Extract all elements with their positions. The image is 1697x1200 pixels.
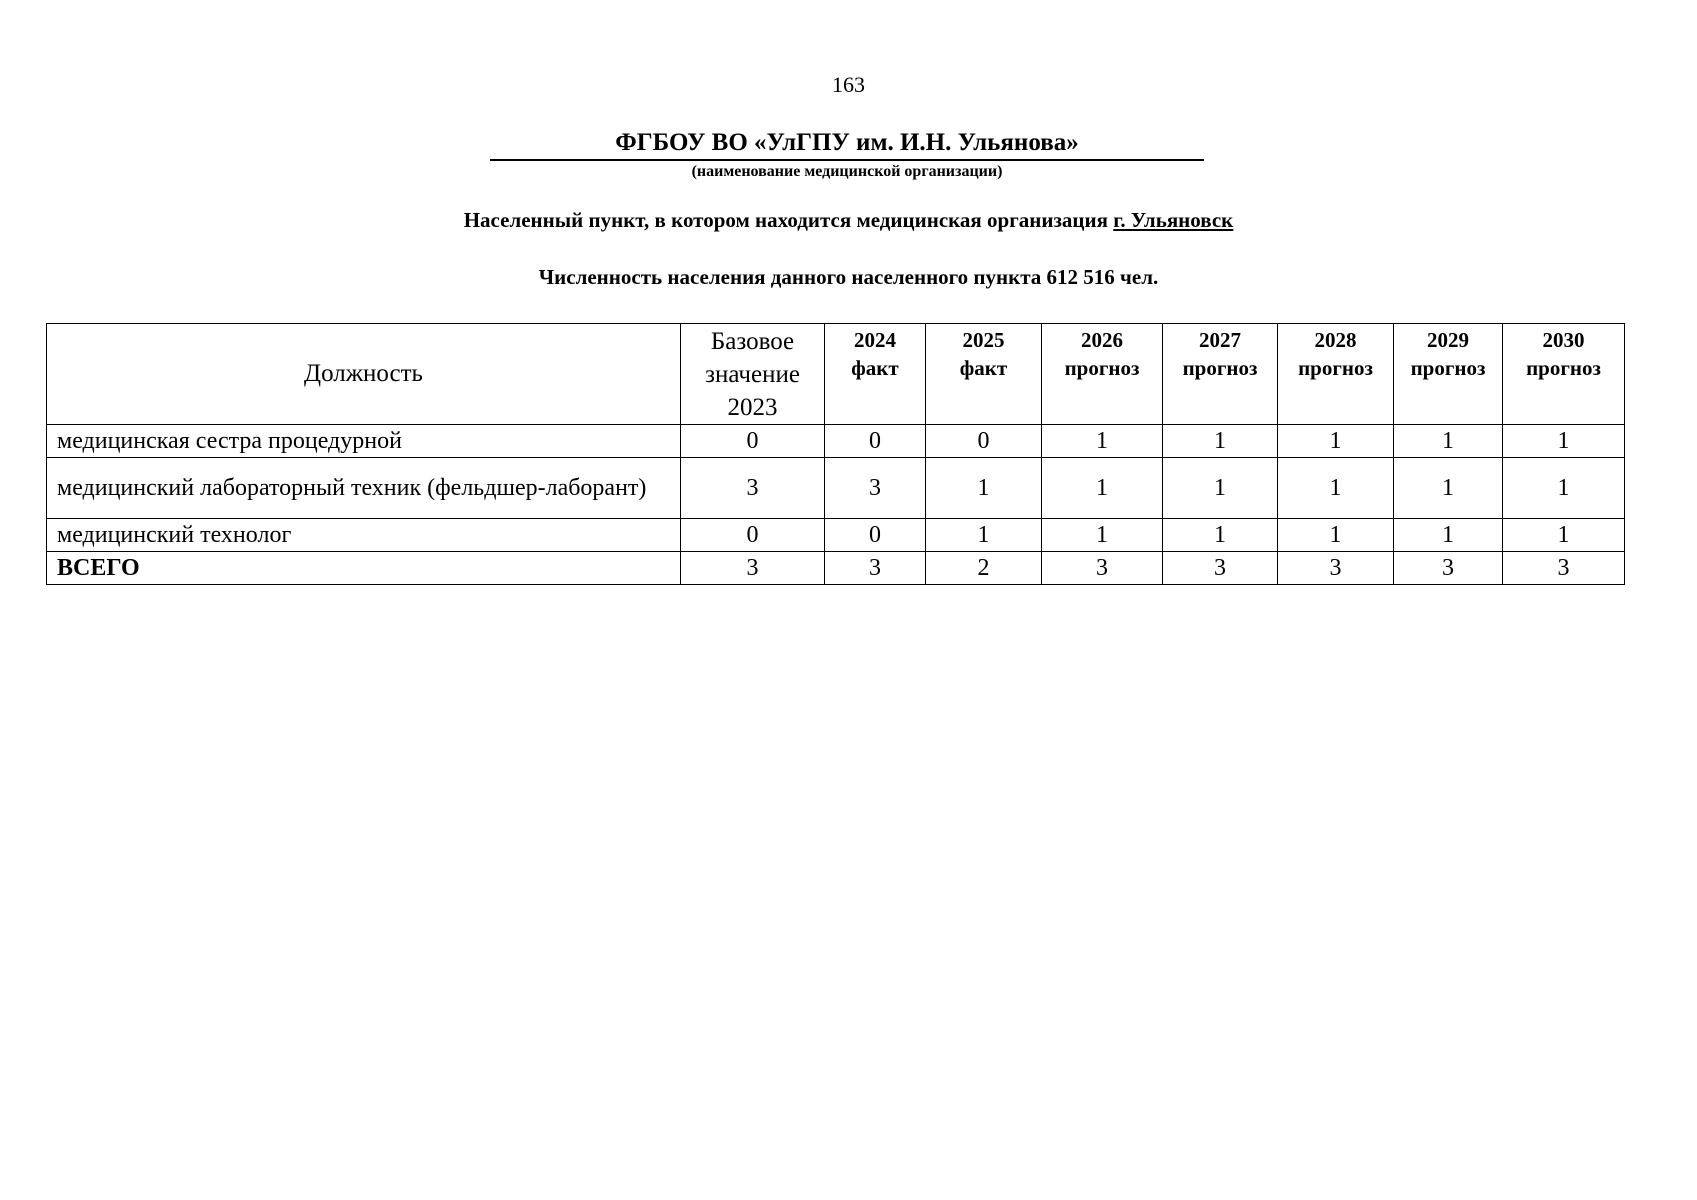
cell-2029: 3 xyxy=(1394,552,1503,585)
cell-2026: 1 xyxy=(1042,458,1163,519)
cell-2026: 1 xyxy=(1042,519,1163,552)
row-position: ВСЕГО xyxy=(47,552,681,585)
table-header-row xyxy=(47,324,1625,425)
organization-block xyxy=(490,128,1204,182)
settlement-label: Населенный пункт, в котором находится медицинская организация xyxy=(463,208,1108,232)
cell-2029: 1 xyxy=(1394,519,1503,552)
table-row xyxy=(47,458,1625,519)
staff-table xyxy=(46,323,1625,585)
organization-name: ФГБОУ ВО «УлГПУ им. И.Н. Ульянова» xyxy=(490,128,1204,161)
cell-2025: 2 xyxy=(926,552,1042,585)
cell-2024: 0 xyxy=(825,425,926,458)
cell-base: 3 xyxy=(681,458,825,519)
table-row xyxy=(47,425,1625,458)
header-2029: 2029 прогноз xyxy=(1394,324,1503,425)
cell-2028: 1 xyxy=(1278,425,1394,458)
header-2026: 2026 прогноз xyxy=(1042,324,1163,425)
cell-2028: 3 xyxy=(1278,552,1394,585)
cell-base: 0 xyxy=(681,425,825,458)
population-line: Численность населения данного населенного пункта 612 516 чел. xyxy=(538,265,1159,289)
table-row xyxy=(47,519,1625,552)
header-2025: 2025 факт xyxy=(926,324,1042,425)
page-number: 163 xyxy=(832,72,865,97)
header-2024: 2024 факт xyxy=(825,324,926,425)
cell-2028: 1 xyxy=(1278,519,1394,552)
table-row-total xyxy=(47,552,1625,585)
cell-2025: 1 xyxy=(926,458,1042,519)
cell-2027: 1 xyxy=(1163,519,1278,552)
row-position: медицинский технолог xyxy=(47,519,681,552)
row-position: медицинский лабораторный техник (фельдшер-лаборант) xyxy=(47,458,681,519)
cell-2030: 1 xyxy=(1503,458,1625,519)
organization-caption: (наименование медицинской организации) xyxy=(691,163,1003,180)
cell-2024: 3 xyxy=(825,458,926,519)
header-2030: 2030 прогноз xyxy=(1503,324,1625,425)
cell-2028: 1 xyxy=(1278,458,1394,519)
cell-2029: 1 xyxy=(1394,425,1503,458)
header-position: Должность xyxy=(47,324,681,425)
cell-2030: 1 xyxy=(1503,425,1625,458)
header-base-2023: Базовое значение 2023 xyxy=(681,324,825,425)
header-2028: 2028 прогноз xyxy=(1278,324,1394,425)
cell-2027: 1 xyxy=(1163,458,1278,519)
cell-2024: 3 xyxy=(825,552,926,585)
header-2027: 2027 прогноз xyxy=(1163,324,1278,425)
settlement-name: г. Ульяновск xyxy=(1113,208,1234,232)
cell-2026: 1 xyxy=(1042,425,1163,458)
cell-base: 3 xyxy=(681,552,825,585)
cell-2025: 0 xyxy=(926,425,1042,458)
cell-2030: 3 xyxy=(1503,552,1625,585)
cell-2024: 0 xyxy=(825,519,926,552)
cell-2025: 1 xyxy=(926,519,1042,552)
cell-2026: 3 xyxy=(1042,552,1163,585)
cell-2027: 3 xyxy=(1163,552,1278,585)
cell-2029: 1 xyxy=(1394,458,1503,519)
cell-2027: 1 xyxy=(1163,425,1278,458)
cell-base: 0 xyxy=(681,519,825,552)
settlement-line xyxy=(0,208,1697,233)
row-position: медицинская сестра процедурной xyxy=(47,425,681,458)
cell-2030: 1 xyxy=(1503,519,1625,552)
